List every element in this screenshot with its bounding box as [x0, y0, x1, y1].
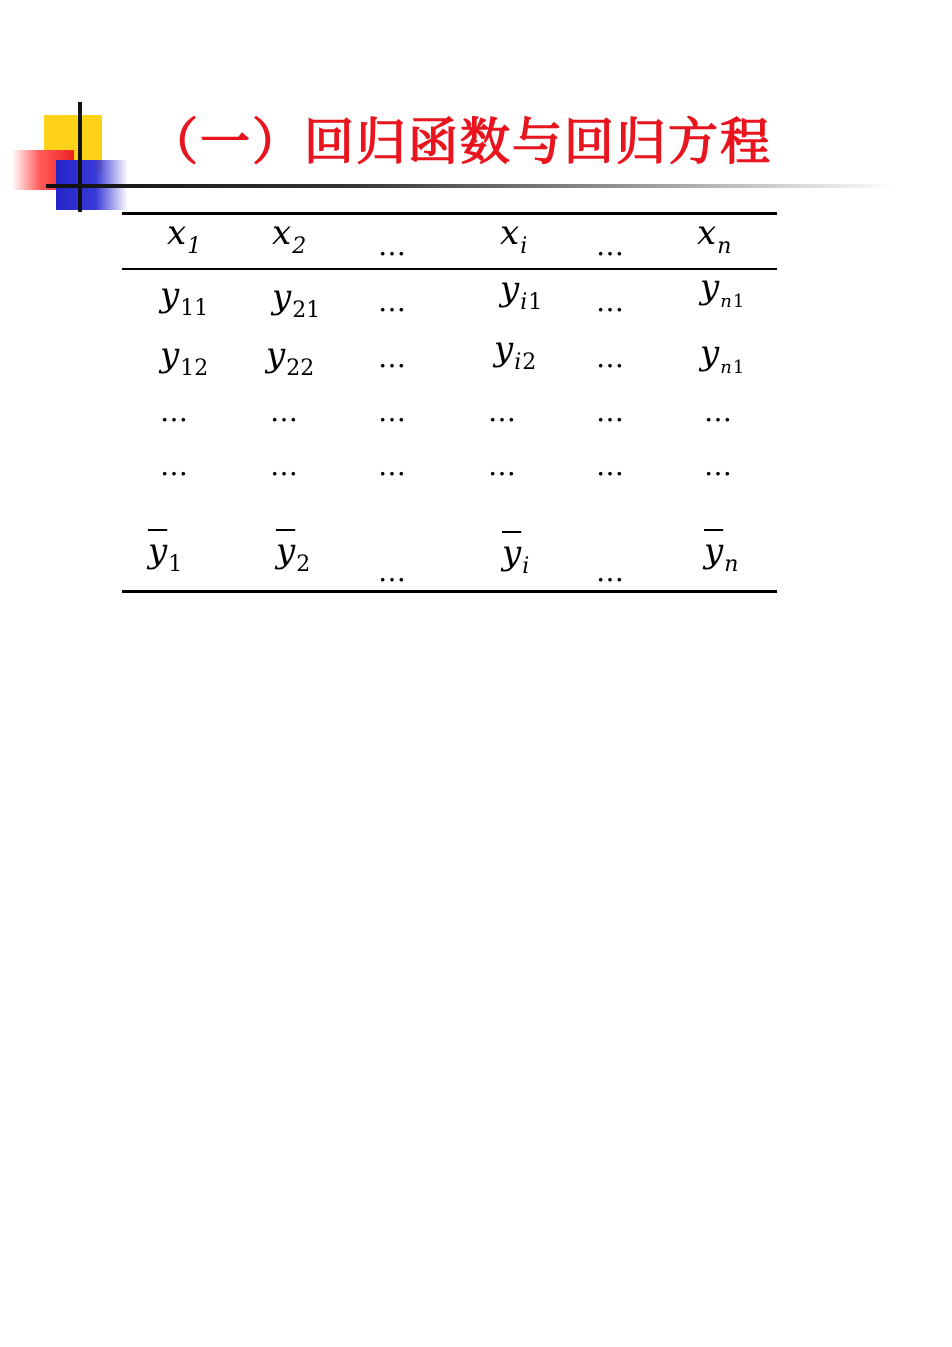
header-cell-x1: $x_1$ [167, 213, 202, 259]
table-cell-ellipsis: … [488, 395, 517, 428]
table-bottom-rule [122, 590, 777, 593]
mean-cell-yn: $\overline{y}_n$ [704, 531, 739, 577]
table-cell: $y_{n1}$ [700, 267, 745, 312]
header-cell-ellipsis-2: … [596, 229, 625, 262]
table-cell: $y_{12}$ [160, 335, 209, 381]
table-top-rule [122, 212, 777, 215]
table-cell-ellipsis: … [704, 395, 733, 428]
table-cell: $y_{i1}$ [500, 269, 543, 315]
table-cell-ellipsis: … [270, 449, 299, 482]
page-title: （一）回归函数与回归方程 [148, 113, 772, 171]
table-cell-ellipsis: … [160, 395, 189, 428]
table-cell-ellipsis: … [378, 449, 407, 482]
header-cell-xi: $x_i$ [500, 213, 528, 259]
header-cell-xn: $x_n$ [697, 213, 732, 259]
mean-cell-ellipsis-1: … [378, 555, 407, 588]
mean-cell-y2: $\overline{y}_2$ [276, 531, 311, 577]
table-cell-ellipsis: … [596, 285, 625, 318]
table-cell-ellipsis: … [160, 449, 189, 482]
mean-cell-yi: $\overline{y}_i$ [502, 533, 530, 579]
table-cell-ellipsis: … [378, 285, 407, 318]
table-cell: $y_{i2}$ [494, 329, 537, 375]
table-cell-ellipsis: … [596, 449, 625, 482]
table-cell-ellipsis: … [704, 449, 733, 482]
header-cell-ellipsis-1: … [378, 229, 407, 262]
table-cell-ellipsis: … [596, 341, 625, 374]
table-cell: $y_{21}$ [272, 277, 321, 323]
table-cell: $y_{n1}$ [700, 333, 745, 378]
table-cell: $y_{22}$ [266, 335, 315, 381]
table-cell-ellipsis: … [378, 341, 407, 374]
table-cell-ellipsis: … [488, 449, 517, 482]
table-cell-ellipsis: … [596, 395, 625, 428]
logo-vertical-line [78, 102, 82, 212]
mean-cell-ellipsis-2: … [596, 555, 625, 588]
table-cell-ellipsis: … [378, 395, 407, 428]
title-underline [46, 184, 896, 188]
mean-cell-y1: $\overline{y}_1$ [148, 531, 183, 577]
header-cell-x2: $x_2$ [272, 213, 307, 259]
table-cell: $y_{11}$ [160, 275, 209, 321]
table-cell-ellipsis: … [270, 395, 299, 428]
table-header-rule [122, 268, 777, 270]
